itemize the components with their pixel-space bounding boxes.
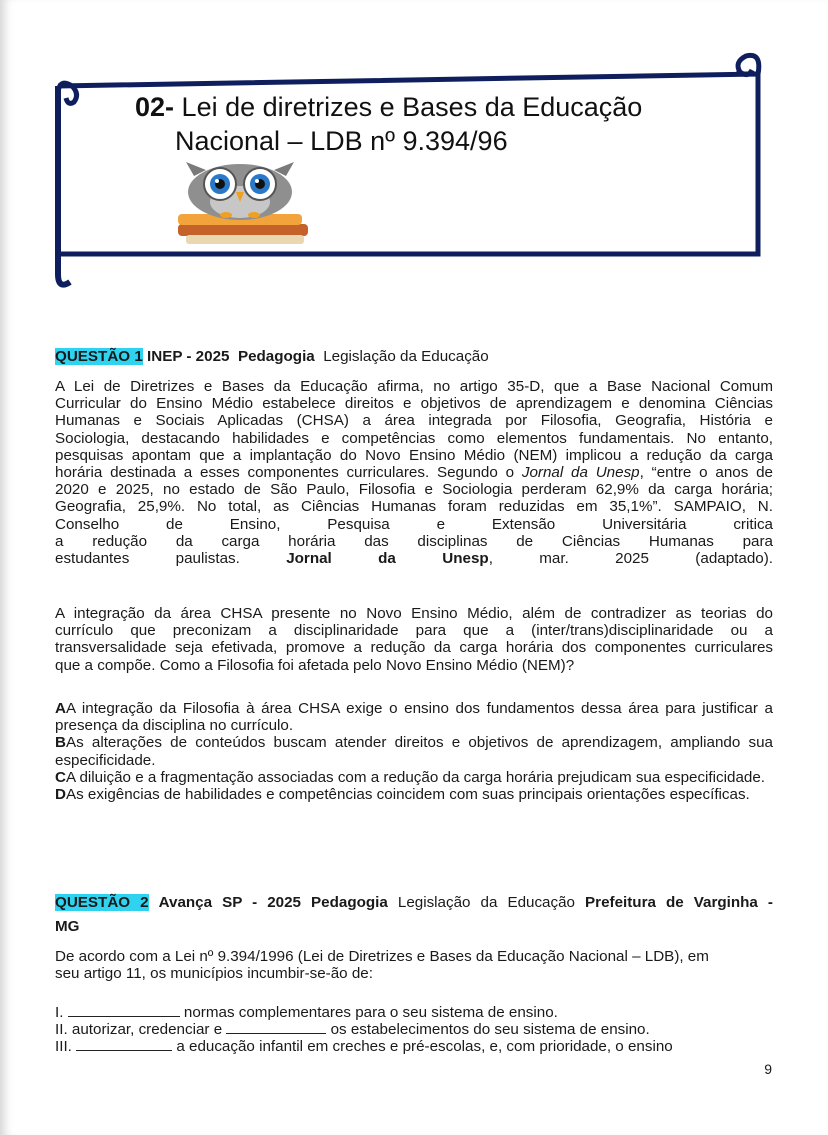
text-span: estudantes paulistas. [55, 550, 287, 568]
question-1-topic: Legislação da Educação [323, 348, 489, 365]
text-line: Curricular do Ensino Médio estabelece direitos e objetivos de aprendizagem e denomina Ciências [55, 395, 773, 413]
banner-title-line2: Nacional – LDB nº 9.394/96 [175, 126, 508, 156]
question-2-source: Avança SP - 2025 [158, 894, 301, 911]
scroll-frame [46, 42, 776, 292]
text-line: Humanas e Sociais Aplicadas (CHSA) a área integrada por Filosofia, Geografia, História e [55, 412, 773, 430]
list-item [55, 1004, 773, 1021]
option-text: As alterações de conteúdos buscam atender direitos e objetivos de aprendizagem, ampliando sua especificidade. [55, 734, 773, 769]
question-2-tag: QUESTÃO 2 [55, 894, 149, 911]
option-letter: D [55, 786, 66, 804]
question-1-area: Pedagogia [237, 348, 315, 365]
option-letter: C [55, 768, 66, 786]
journal-word: Unesp [442, 550, 489, 568]
question-2-area: Pedagogia [311, 894, 388, 911]
list-item [55, 1021, 773, 1038]
text-line: Geografia, 25,9%. No total, as Ciências Humanas foram reduzidas em 35,1%”. SAMPAIO, N. [55, 498, 773, 516]
question-2-items [55, 1004, 773, 1056]
option-d[interactable] [55, 786, 773, 803]
text-line: 2020 e 2025, no estado de São Paulo, Filosofia e Sociologia perderam 62,9% da carga horária; [55, 481, 773, 499]
text-line [55, 464, 773, 481]
text-line: pesquisas apontam que a implantação do Novo Ensino Médio (NEM) implicou a redução da carga [55, 446, 773, 464]
item-text: a educação infantil em creches e pré-escolas, e, com prioridade, o ensino [172, 1038, 673, 1056]
question-2-org: Prefeitura de Varginha - [585, 894, 773, 911]
text-line: A Lei de Diretrizes e Bases da Educação afirma, no artigo 35-D, que a Base Nacional Comum [55, 378, 773, 395]
blank-line [68, 1004, 180, 1017]
text-line: Sociologia, destacando habilidades e competências como elementos fundamentais. No entanto, [55, 429, 773, 447]
text-span: , “entre o anos de [639, 464, 774, 482]
journal-word: da [378, 550, 396, 568]
text-line: a redução da carga horária das disciplinas de Ciências Humanas para [55, 532, 773, 550]
question-1-source: INEP - 2025 [147, 348, 230, 365]
list-item [55, 1038, 773, 1055]
text-span: , mar. 2025 (adaptado). [488, 550, 773, 568]
question-1-options [55, 700, 773, 803]
item-text: os estabelecimentos do seu sistema de ensino. [326, 1021, 650, 1039]
text-span: horária destinada a esses componentes curriculares. Segundo o [55, 464, 522, 482]
banner-title-text: Lei de diretrizes e Bases da Educação [181, 92, 643, 122]
journal-word: Jornal [286, 550, 332, 568]
question-1-prompt [55, 605, 773, 674]
question-2-topic: Legislação da Educação [397, 894, 575, 911]
item-prefix: I. [55, 1004, 68, 1021]
text-line: Conselho de Ensino, Pesquisa e Extensão Universitária critica [55, 515, 773, 533]
banner-title-line1 [135, 92, 642, 123]
option-text: A diluição e a fragmentação associadas com a redução da carga horária prejudicam sua especificidade. [65, 768, 766, 786]
option-a[interactable] [55, 700, 773, 734]
text-line: que a compõe. Como a Filosofia foi afetada pelo Novo Ensino Médio (NEM)? [55, 656, 575, 674]
question-1-header [55, 348, 773, 365]
page-number: 9 [764, 1061, 772, 1077]
option-text: As exigências de habilidades e competências coincidem com suas principais orientações específicas. [65, 786, 750, 804]
owl-on-books-icon [172, 158, 322, 253]
question-1-text [55, 378, 773, 567]
item-text: normas complementares para o seu sistema de ensino. [179, 1004, 558, 1021]
option-letter: B [55, 734, 66, 752]
option-c[interactable] [55, 769, 773, 786]
text-line: seu artigo 11, os municípios incumbir-se-ão de: [55, 965, 373, 983]
text-line: De acordo com a Lei nº 9.394/1996 (Lei de Diretrizes e Bases da Educação Nacional – LDB), em [55, 948, 709, 965]
journal-name: Jornal da Unesp [521, 464, 640, 482]
question-1-tag: QUESTÃO 1 [55, 348, 143, 365]
blank-line [226, 1021, 326, 1034]
blank-line [76, 1038, 172, 1051]
text-line: currículo que preconizam a disciplinaridade para que a (inter/trans)disciplinaridade ou a [55, 622, 773, 640]
option-b[interactable] [55, 734, 773, 768]
text-line: transversalidade seja efetivada, promove a redução da carga horária dos componentes curriculares [55, 639, 773, 657]
question-2-header [55, 891, 773, 939]
item-prefix: III. [55, 1038, 77, 1056]
option-letter: A [55, 700, 66, 717]
title-banner [46, 42, 776, 292]
question-2-intro [55, 948, 773, 982]
text-line [55, 550, 773, 567]
banner-number: 02- [135, 92, 175, 122]
header-line [55, 891, 773, 915]
item-prefix: II. autorizar, credenciar e [55, 1021, 227, 1039]
question-2-org-cont: MG [55, 918, 80, 935]
option-text: A integração da Filosofia à área CHSA exige o ensino dos fundamentos dessa área para justificar a presença da disciplina no currículo. [55, 700, 773, 735]
text-line: A integração da área CHSA presente no Novo Ensino Médio, além de contradizer as teorias do [55, 605, 773, 622]
